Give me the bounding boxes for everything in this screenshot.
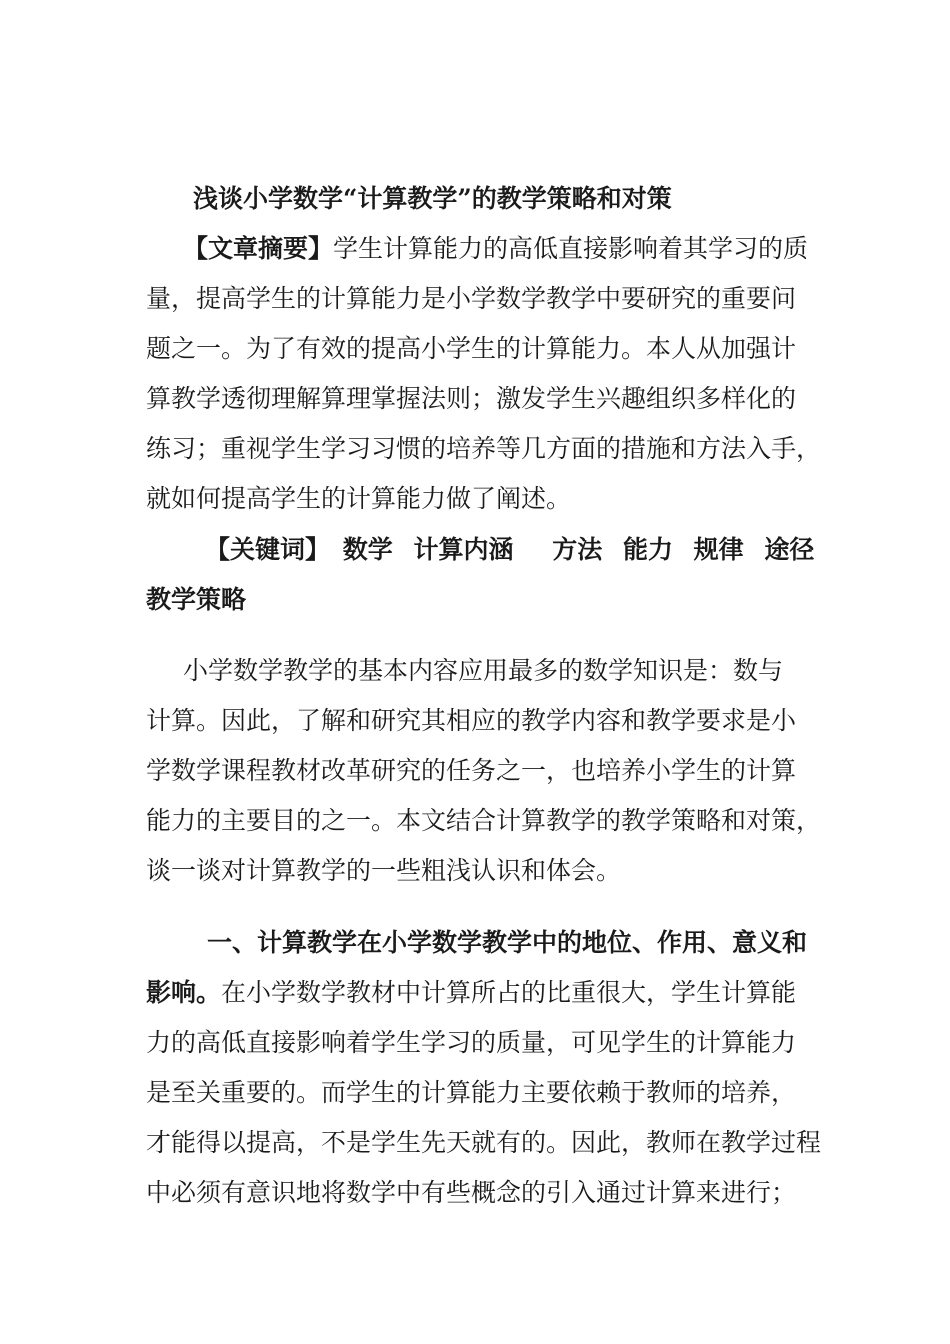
keyword-item: 计算内涵 (413, 535, 514, 564)
section-1-line-3: 是至关重要的。而学生的计算能力主要依赖于教师的培养， (146, 1078, 797, 1107)
keyword-item: 规律 (693, 535, 744, 564)
intro-line-5: 谈一谈对计算教学的一些粗浅认识和体会。 (146, 856, 622, 885)
keyword-item: 能力 (622, 535, 673, 564)
section-1-line-4: 才能得以提高，不是学生先天就有的。因此，教师在教学过程 (146, 1128, 822, 1157)
abstract-line-4: 算教学透彻理解算理掌握法则；激发学生兴趣组织多样化的 (146, 384, 797, 413)
abstract-line-1 (183, 233, 853, 265)
intro-line-1: 小学数学教学的基本内容应用最多的数学知识是：数与 (183, 656, 784, 685)
section-1-line-5: 中必须有意识地将数学中有些概念的引入通过计算来进行； (146, 1178, 797, 1207)
section-1-heading: 一、计算教学在小学数学教学中的地位、作用、意义和 (207, 928, 808, 957)
abstract-line-3: 题之一。为了有效的提高小学生的计算能力。本人从加强计 (146, 334, 797, 363)
intro-line-3: 学数学课程教材改革研究的任务之一，也培养小学生的计算 (146, 756, 797, 785)
document-title: 浅谈小学数学“计算教学”的教学策略和对策 (193, 184, 672, 213)
keyword-item-wrapped: 教学策略 (146, 585, 247, 614)
section-1-text-1: 在小学数学教材中计算所占的比重很大，学生计算能 (221, 978, 797, 1007)
keywords-row (205, 534, 815, 566)
abstract-text-1: 学生计算能力的高低直接影响着其学习的质 (333, 234, 809, 263)
abstract-line-6: 就如何提高学生的计算能力做了阐述。 (146, 484, 572, 513)
abstract-label: 【文章摘要】 (183, 234, 334, 263)
keyword-item: 方法 (552, 535, 603, 564)
section-1-line-2: 力的高低直接影响着学生学习的质量，可见学生的计算能力 (146, 1028, 797, 1057)
section-1-line-1 (146, 977, 816, 1009)
intro-line-4: 能力的主要目的之一。本文结合计算教学的教学策略和对策， (146, 806, 822, 835)
keyword-item: 数学 (342, 535, 393, 564)
abstract-line-5: 练习；重视学生学习习惯的培养等几方面的措施和方法入手， (146, 434, 822, 463)
keywords-label: 【关键词】 (205, 535, 331, 564)
intro-line-2: 计算。因此，了解和研究其相应的教学内容和教学要求是小 (146, 706, 797, 735)
section-1-heading-end: 影响。 (146, 978, 222, 1007)
abstract-line-2: 量，提高学生的计算能力是小学数学教学中要研究的重要问 (146, 284, 797, 313)
keyword-item: 途径 (764, 535, 815, 564)
